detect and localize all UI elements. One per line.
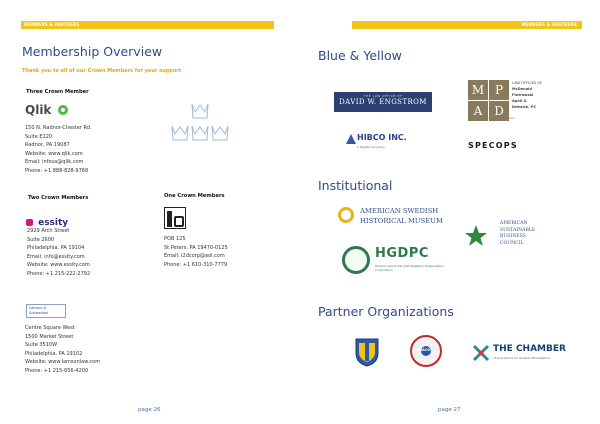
thanks-line: Thank you to all of our Crown Members for your support	[22, 68, 182, 74]
engstrom-logo	[334, 92, 432, 112]
mpad-letter: P	[489, 80, 509, 100]
lamson-logo	[26, 304, 66, 318]
mpad-line: Detwick, PC	[512, 105, 537, 109]
asbc-line: SUSTAINABLE	[500, 227, 536, 233]
website-line[interactable]: Website: www.qlik.com	[25, 150, 83, 157]
address-line: Suite 3510W	[25, 342, 58, 349]
website-line[interactable]: Website: www.lamsonlaw.com	[25, 359, 101, 366]
right-header-bar	[352, 21, 582, 29]
essity-logo-text: essity	[38, 218, 69, 228]
hgdpc-seal-icon	[342, 246, 370, 274]
phone-line: Phone: +1 215-222-2792	[27, 270, 91, 277]
address-line: Suite E120	[25, 133, 53, 140]
specops-logo: SPECOPS	[468, 141, 518, 150]
crowns-icon	[170, 100, 250, 146]
lamson-logo-line: Schwartzel	[29, 311, 49, 315]
address-line: St Peters, PA 19470-0125	[164, 244, 228, 251]
lamson-address	[25, 324, 100, 376]
address-line: Radnor, PA 19087	[25, 142, 70, 149]
one-crown-address	[164, 235, 228, 269]
chamber-logo	[472, 344, 572, 364]
two-crown-address	[27, 227, 90, 279]
phone-line: Phone: +1 610-310-7779	[164, 261, 228, 268]
address-line: Philadelphia, PA 19102	[25, 350, 83, 357]
mpad-tagline: Respected. Successful. Trusted.	[468, 116, 516, 120]
email-line[interactable]: Email: info@essity.com	[27, 253, 85, 260]
hibco-name: HIBCO INC.	[357, 133, 407, 142]
right-page	[300, 0, 600, 424]
mpad-line: Apell &	[512, 99, 527, 103]
address-line: Suite 2600	[27, 236, 55, 243]
mpad-letter: M	[468, 80, 488, 100]
partner-shield-icon	[354, 337, 380, 367]
qlik-q-icon	[58, 105, 68, 115]
hgdpc-sub: Historic Gloria Dei (Old Swedes') Preservation Corporation	[375, 264, 444, 272]
mpad-letter: A	[468, 101, 488, 121]
phone-line: Phone: +1 215-656-4200	[25, 367, 89, 374]
chamber-name: THE CHAMBER	[493, 344, 566, 354]
website-line[interactable]: Website: www.essity.com	[27, 262, 90, 269]
mpad-letter: D	[489, 101, 509, 121]
engstrom-small-text: THE LAW OFFICE OF	[363, 94, 403, 98]
address-line: Centre Square West	[25, 325, 75, 331]
asbc-star-icon	[464, 224, 488, 248]
one-crown-heading: One Crown Members	[164, 193, 225, 199]
phone-line: Phone: +1 888-828-9768	[25, 167, 89, 174]
chamber-sub: of Commerce for Greater Philadelphia	[493, 356, 550, 360]
amsh-logo	[338, 205, 458, 231]
qlik-logo	[25, 99, 68, 118]
hibco-logo	[346, 133, 408, 155]
address-line: POB 125	[164, 236, 186, 242]
lamson-logo-line: Lamson &	[29, 306, 47, 310]
left-header-bar	[21, 21, 274, 29]
essity-icon	[26, 219, 33, 226]
partner-title: Partner Organizations	[318, 304, 454, 319]
naco-label: NACO	[419, 348, 431, 352]
page-title: Membership Overview	[22, 44, 163, 59]
email-line[interactable]: Email: i2dcorp@aol.com	[164, 253, 225, 260]
chamber-x-icon	[472, 344, 490, 362]
address-line: 2929 Arch Street	[27, 228, 70, 234]
amsh-line: HISTORICAL MUSEUM	[360, 217, 443, 225]
three-crown-address	[25, 124, 92, 176]
institutional-title: Institutional	[318, 178, 393, 193]
hibco-sub: A Digital Company	[357, 145, 385, 149]
asbc-line: BUSINESS	[500, 234, 526, 240]
qlik-logo-text: Qlik	[25, 103, 52, 117]
asbc-logo	[464, 221, 548, 251]
i2c-logo	[164, 207, 186, 229]
address-line: 1500 Market Street	[25, 333, 74, 340]
mpad-line: McDonald	[512, 87, 532, 91]
engstrom-name: DAVID W. ENGSTROM	[339, 98, 427, 106]
two-crown-heading: Two Crown Members	[28, 195, 89, 201]
asbc-text	[500, 221, 535, 247]
amsh-crest-icon	[338, 207, 354, 223]
page-number: page 26	[138, 407, 161, 413]
mpad-line: LAW OFFICES OF	[512, 81, 543, 85]
address-line: Philadelphia, PA 19104	[27, 245, 85, 252]
page-number: page 27	[438, 407, 461, 413]
email-line[interactable]: Email: infous@qlik.com	[25, 159, 84, 166]
asbc-line: COUNCIL	[500, 240, 524, 246]
right-header-label: MEMBERS & PARTNERS	[521, 22, 577, 27]
mpad-text	[512, 80, 542, 110]
mpad-line: Piotrowski	[512, 93, 534, 97]
left-header-label: MEMBERS & PARTNERS	[24, 22, 80, 27]
hgdpc-name: HGDPC	[375, 246, 429, 261]
address-line: 150 N. Radnor-Chester Rd.	[25, 125, 92, 131]
hibco-mark-icon	[346, 134, 356, 144]
blue-yellow-title: Blue & Yellow	[318, 48, 402, 63]
hgdpc-logo	[342, 244, 454, 278]
three-crown-heading: Three Crown Member	[26, 89, 89, 95]
naco-logo	[410, 335, 442, 367]
asbc-line: AMERICAN	[500, 221, 528, 226]
amsh-line: AMERICAN SWEDISH	[360, 207, 439, 215]
